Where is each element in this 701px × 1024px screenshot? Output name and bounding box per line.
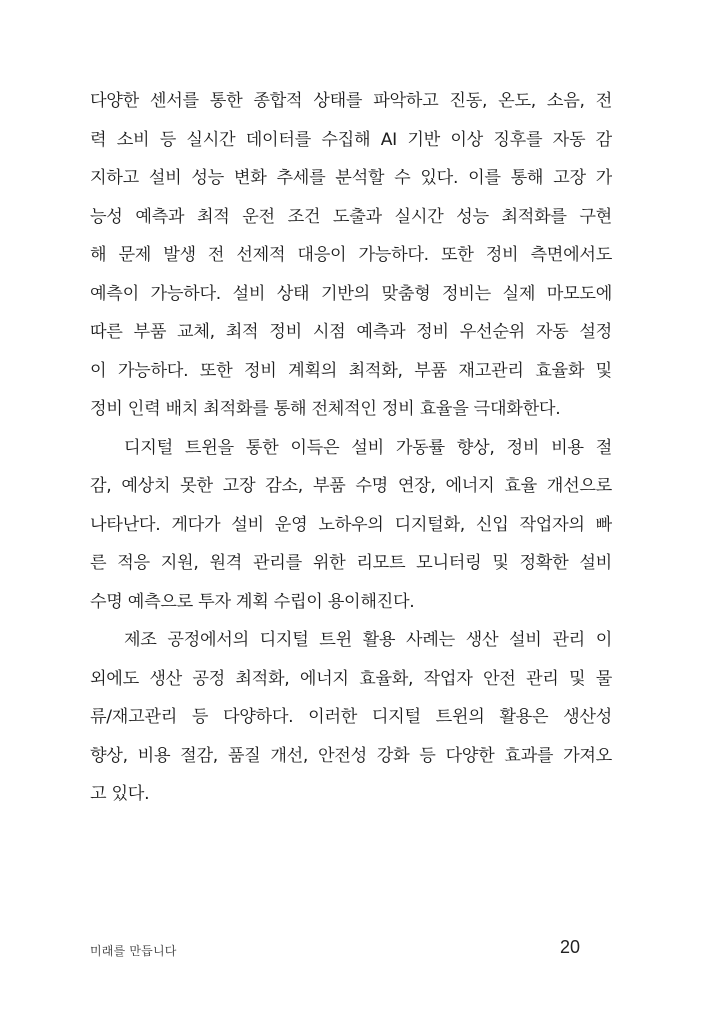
text-line: 지하고 설비 성능 변화 추세를 분석할 수 있다. 이를 통해 고장 가 [90,168,612,188]
text-line: 제조 공정에서의 디지털 트윈 활용 사례는 생산 설비 관리 이 [124,630,612,650]
text-line: 예측이 가능하다. 설비 상태 기반의 맞춤형 정비는 실제 마모도에 [90,283,612,304]
text-line: 력 소비 등 실시간 데이터를 수집해 AI 기반 이상 징후를 자동 감 [90,129,612,150]
page-number: 20 [559,937,580,957]
text-line: 정비 인력 배치 최적화를 통해 전체적인 정비 효율을 극대화한다. [90,399,561,419]
text-line: 따른 부품 교체, 최적 정비 시점 예측과 정비 우선순위 자동 설정 [90,322,612,342]
text-line: 고 있다. [90,784,150,804]
running-footer-title: 미래를 만듭니다 [90,944,177,958]
text-line: 수명 예측으로 투자 계획 수립이 용이해진다. [90,591,415,612]
text-line: 외에도 생산 공정 최적화, 에너지 효율화, 작업자 안전 관리 및 물 [90,668,612,689]
text-line: 디지털 트윈을 통한 이득은 설비 가동률 향상, 정비 비용 절 [124,437,612,458]
text-line: 감, 예상치 못한 고장 감소, 부품 수명 연장, 에너지 효율 개선으로 [90,476,612,496]
text-line: 류/재고관리 등 다양하다. 이러한 디지털 트윈의 활용은 생산성 [90,707,612,727]
paragraph [90,82,612,429]
text-line: 이 가능하다. 또한 정비 계획의 최적화, 부품 재고관리 효율화 및 [90,360,612,381]
paragraph [90,621,612,814]
body-text [90,82,612,814]
text-line: 나타난다. 게다가 설비 운영 노하우의 디지털화, 신입 작업자의 빠 [90,514,612,535]
text-line: 해 문제 발생 전 선제적 대응이 가능하다. 또한 정비 측면에서도 [90,245,612,265]
text-line: 른 적응 지원, 원격 관리를 위한 리모트 모니터링 및 정확한 설비 [90,553,612,573]
text-line: 향상, 비용 절감, 품질 개선, 안전성 강화 등 다양한 효과를 가져오 [90,745,612,766]
text-line: 능성 예측과 최적 운전 조건 도출과 실시간 성능 최적화를 구현 [90,206,612,227]
paragraph [90,429,612,622]
text-line: 다양한 센서를 통한 종합적 상태를 파악하고 진동, 온도, 소음, 전 [90,91,612,111]
